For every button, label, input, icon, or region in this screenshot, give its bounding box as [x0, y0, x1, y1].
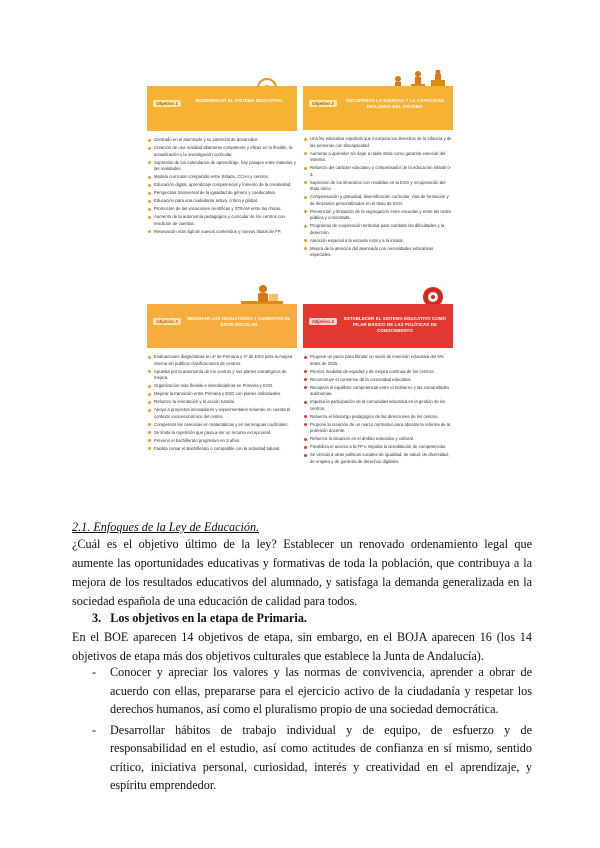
- paragraph-line: objetivos de etapa más dos objetivos culturales que establece la Junta de Andalucía).: [72, 649, 484, 663]
- paragraph-line: ¿Cuál es el objetivo último de la ley? Establecer un renovado ordenamiento legal que: [72, 537, 532, 551]
- list-item: Apoyo a proyectos innovadores y experimentales teniendo en cuenta el contexto socioeconómico del centro.: [147, 407, 297, 420]
- objective-panel-3: [147, 287, 297, 454]
- objective-title: RECUPERAR LA EQUIDAD Y LA CAPACIDAD INCLUSIVA DEL SISTEMA: [346, 98, 444, 109]
- list-item: Promoción de las vocaciones científicas y STEAM entre las chicas.: [147, 206, 297, 213]
- objective-banner: [147, 304, 297, 348]
- objective-tag: Objetivo 4: [309, 318, 337, 325]
- objective-tag: Objetivo 1: [153, 100, 181, 107]
- list-item: Educación para una ciudadanía activa, crítica y global.: [147, 198, 297, 205]
- list-item: Prevenir el bachillerato progresivo en 3 años.: [147, 438, 297, 445]
- list-item: Prioriza medidas de equidad y de mejora continua de los centros.: [303, 369, 453, 376]
- list-dash: -: [92, 722, 97, 737]
- paragraph-line: En el BOE aparecen 14 objetivos de etapa, sin embargo, en el BOJA aparecen 16 (los 14: [72, 630, 532, 644]
- objective-banner: [147, 86, 297, 131]
- list-item: Se vincula a otras políticas sociales de igualdad, de salud, de diversidad, de empleo y de garantía de derechos digitales.: [303, 452, 453, 465]
- intro-paragraph: [72, 535, 532, 611]
- list-item: Impulsa la participación de la comunidad educativa en la gestión de los centros.: [303, 399, 453, 412]
- list-item: Compensar las carencias en matemáticas y en las lenguas cooficiales.: [147, 422, 297, 429]
- objective-panel-1: [147, 72, 297, 237]
- list-item: Propone la creación de un marco normativo para abordar la reforma de la profesión docente.: [303, 422, 453, 435]
- list-item: Refuerzo la orientación y la acción tutorial.: [147, 399, 297, 406]
- objective-title: MODERNIZAR EL SISTEMA EDUCATIVO: [195, 98, 283, 103]
- list-item: Prevención y limitación de la segregación entre escuelas y entre las redes pública y concertada.: [303, 209, 453, 222]
- list-item: Apuesta por la autonomía de los centros y sus planes estratégicos de mejora.: [147, 369, 297, 382]
- list-item: [92, 721, 532, 795]
- list-item-text: Desarrollar hábitos de trabajo individual y de equipo, de esfuerzo y de responsabilidad en el estudio, así como actitudes de confianza en sí mismo, sentido crítico, iniciativa personal, curiosidad, interés y creatividad en el aprendizaje, y espíritu emprendedor.: [110, 722, 532, 792]
- list-item: Evaluaciones diagnósticas en 4º de Primaria y 2º de ESO para la mejora interna sin publicar clasificaciones de centros.: [147, 354, 297, 367]
- objective-title: MEJORAR LOS RESULTADOS Y AUMENTAR EL ÉXITO ESCOLAR: [187, 316, 291, 327]
- list-item: Atención especial a la escuela rural y a la insular.: [303, 238, 453, 245]
- list-item: Compensación y gratuidad, diversificación curricular, vías de formación y de itinerarios personalizados en el título de ESO.: [303, 194, 453, 207]
- section-title: Los objetivos en la etapa de Primaria.: [110, 611, 307, 625]
- objective-list: [303, 136, 453, 259]
- objective-list: [147, 354, 297, 452]
- list-item: Aumento a aprender sin dejar a nadie atrás como garantía esencial del sistema.: [303, 151, 453, 164]
- list-item: Modelo curricular compartido entre Estado, CCAA y centros.: [147, 174, 297, 181]
- list-item: Una ley educativa española que incorpora los derechos de la infancia y de las personas con discapacidad.: [303, 136, 453, 149]
- section-subheading: 2.1. Enfoques de la Ley de Educación.: [72, 520, 260, 534]
- education-law-infographic: [147, 72, 453, 472]
- list-item: Se limita la repetición que pasa a ser un recurso excepcional.: [147, 430, 297, 437]
- list-item: Perspectiva transversal de la igualdad de género y coeducativa.: [147, 190, 297, 197]
- list-item: [92, 663, 532, 719]
- list-item: Mejora de la atención del alumnado con necesidades educativas especiales.: [303, 246, 453, 259]
- objective-banner: [303, 304, 453, 348]
- objective-tag: Objetivo 3: [153, 318, 181, 325]
- list-item: Refuerza el liderazgo pedagógico de las direcciones de los centros.: [303, 414, 453, 421]
- objective-title: ESTABLECER EL SISTEMA EDUCATIVO COMO PILAR BÁSICO DE LAS POLÍTICAS DE CONOCIMIENTO: [344, 316, 446, 333]
- list-item: Centrado en el alumnado y su potencial de desarrollar.: [147, 137, 297, 144]
- list-item: Refuerza la situación en el ámbito educativo y cultural.: [303, 436, 453, 443]
- objective-list: [147, 137, 297, 235]
- list-item: Programas de cooperación territorial para combatir las dificultades y la deserción.: [303, 223, 453, 236]
- list-item: Educación digital, aprendizaje competencial y fomento de la creatividad.: [147, 182, 297, 189]
- list-item: Organización más flexible e interdisciplinar en Primaria y ESO.: [147, 383, 297, 390]
- list-item: Flexibiliza el acceso a la FP e impulsa la acreditación de competencias.: [303, 444, 453, 451]
- paragraph-line: aumente las oportunidades educativas y formativas de toda la población, que contribuya a la: [72, 556, 532, 570]
- list-item: Recupera el equilibrio competencial entre el Gobierno y las comunidades autónomas.: [303, 385, 453, 398]
- list-item: Supresión de los itinerarios con revalidas en la ESO y recuperación del título único.: [303, 180, 453, 193]
- paragraph-line: sociedad española de una educación de calidad para todos.: [72, 594, 358, 608]
- objective-banner: [303, 86, 453, 130]
- list-item: Creación de una realidad altamente competente y eficaz en lo flexible, la actualización y la investigación curricular.: [147, 145, 297, 158]
- paragraph-line: mejora de los resultados educativos del alumnado, y satisfaga la demanda generalizada en la: [72, 575, 532, 589]
- objectives-paragraph: [72, 628, 532, 666]
- objectives-list: [92, 663, 532, 797]
- objective-panel-2: [303, 72, 453, 260]
- objective-panel-4: [303, 287, 453, 467]
- list-item: Aumento de la autonomía pedagógica y curricular de los centros con rendición de cuentas.: [147, 214, 297, 227]
- list-item: Reconstruye el consenso de la comunidad educativa.: [303, 377, 453, 384]
- list-item: Refuerzo del carácter educativo y compensador de la educación infantil 0-3.: [303, 165, 453, 178]
- list-item: Facilita cursar el Bachillerato o compatible con la actividad laboral.: [147, 446, 297, 453]
- objective-tag: Objetivo 2: [309, 100, 337, 107]
- list-dash: -: [92, 665, 97, 679]
- section-number: 3.: [92, 611, 102, 625]
- list-item: Propone un pacto para blindar un suelo de inversión educativa del 5% antes de 2025.: [303, 354, 453, 367]
- list-item: Mejorar la transición entre Primaria y ESO con planes individuales.: [147, 391, 297, 398]
- list-item: Supresión de los calendarios de aprendizaje, hay pasajes entre materias y las realidades.: [147, 160, 297, 173]
- list-item: Renovación más ágil de nuevos contenidos y nuevos títulos de FP.: [147, 229, 297, 236]
- objective-list: [303, 354, 453, 465]
- list-item-text: Conocer y apreciar los valores y las normas de convivencia, aprender a obrar de acuerdo con ellas, prepararse para el ejercicio activo de la ciudadanía y respetar los derechos humanos, así como el pluralismo propio de una sociedad democrática.: [110, 665, 532, 716]
- section-heading: [92, 609, 552, 628]
